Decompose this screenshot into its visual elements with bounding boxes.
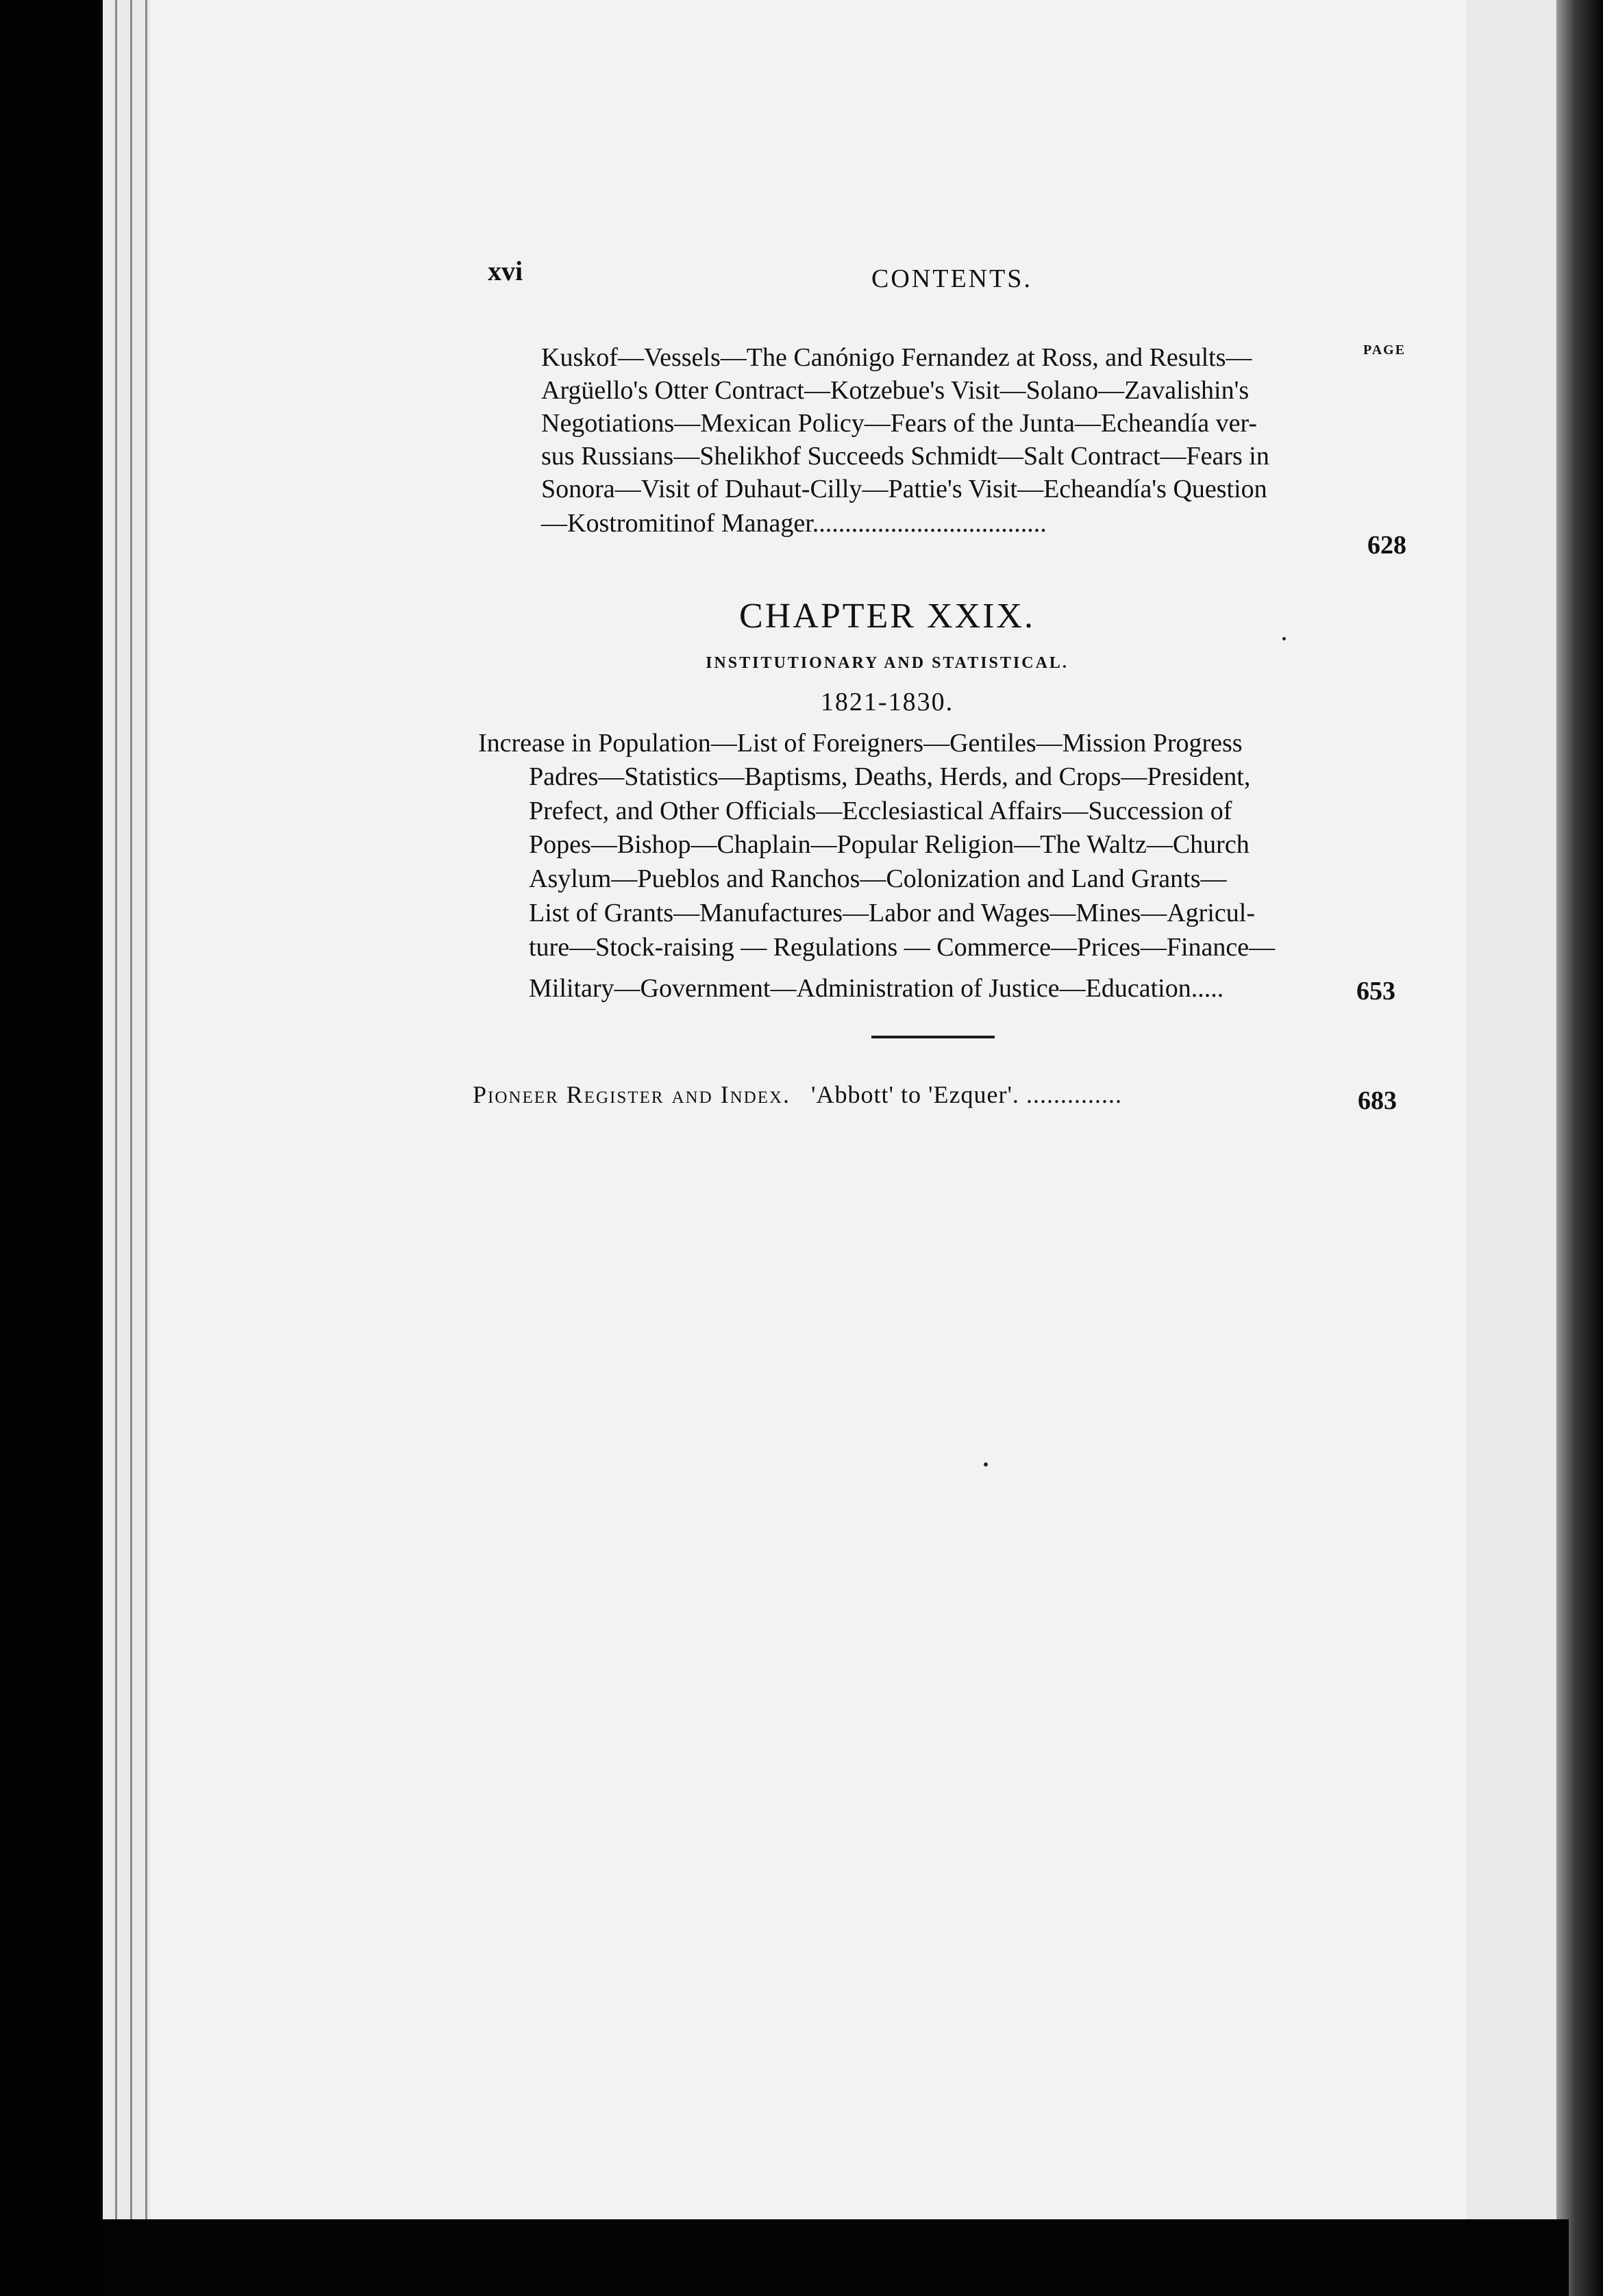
page-number: 628 [1367, 531, 1406, 560]
page-number: 653 [1356, 977, 1395, 1006]
summary-line: Kuskof—Vessels—The Canónigo Fernandez at Ross, and Results— [541, 343, 1252, 372]
summary-line: List of Grants—Manufactures—Labor and Wages—Mines—Agricul- [529, 899, 1255, 927]
dot-leader: .............. [1026, 1081, 1122, 1108]
summary-line: Military—Government—Administration of Justice—Education..... [529, 974, 1224, 1003]
summary-line-last [541, 508, 1047, 538]
dot-leader: .................................... [812, 509, 1047, 538]
chapter-title: CHAPTER XXIX. [739, 597, 1035, 636]
page-folio: xvi [488, 255, 523, 286]
summary-line: ture—Stock-raising — Regulations — Commerce—Prices—Finance— [529, 933, 1276, 962]
summary-line: Padres—Statistics—Baptisms, Deaths, Herds, and Crops—President, [529, 762, 1251, 791]
scan-speck [984, 1462, 988, 1467]
pioneer-register-entry [473, 1080, 1122, 1109]
chapter-subtitle: INSTITUTIONARY AND STATISTICAL. [706, 654, 1069, 672]
summary-line: Prefect, and Other Officials—Ecclesiastical Affairs—Succession of [529, 797, 1232, 825]
page-edge-line [115, 0, 117, 2296]
chapter-years: 1821-1830. [820, 688, 954, 716]
page-column-label: PAGE [1363, 342, 1406, 358]
page-edge-line [145, 0, 147, 2296]
summary-line-text: —Kostromitinof Manager [541, 509, 812, 538]
scan-speck [1282, 637, 1286, 640]
summary-line: Increase in Population—List of Foreigners—Gentiles—Mission Progress [478, 729, 1243, 758]
page-right-shadow [1556, 0, 1603, 2296]
scan-bottom-border [103, 2219, 1569, 2296]
page-edge-line [130, 0, 132, 2296]
summary-line: Popes—Bishop—Chaplain—Popular Religion—The Waltz—Church [529, 830, 1250, 859]
summary-line: Negotiations—Mexican Policy—Fears of the Junta—Echeandía ver- [541, 409, 1257, 438]
summary-line: Argüello's Otter Contract—Kotzebue's Visit—Solano—Zavalishin's [541, 376, 1250, 405]
summary-line: sus Russians—Shelikhof Succeeds Schmidt—Salt Contract—Fears in [541, 442, 1269, 471]
summary-line: Sonora—Visit of Duhaut-Cilly—Pattie's Visit—Echeandía's Question [541, 475, 1267, 503]
page-number: 683 [1358, 1086, 1397, 1115]
section-rule [871, 1036, 995, 1038]
summary-line: Asylum—Pueblos and Ranchos—Colonization and Land Grants— [529, 864, 1227, 893]
running-head: CONTENTS. [871, 264, 1032, 293]
register-label: Pioneer Register and Index. [473, 1081, 791, 1108]
register-range: 'Abbott' to 'Ezquer'. [811, 1081, 1019, 1108]
